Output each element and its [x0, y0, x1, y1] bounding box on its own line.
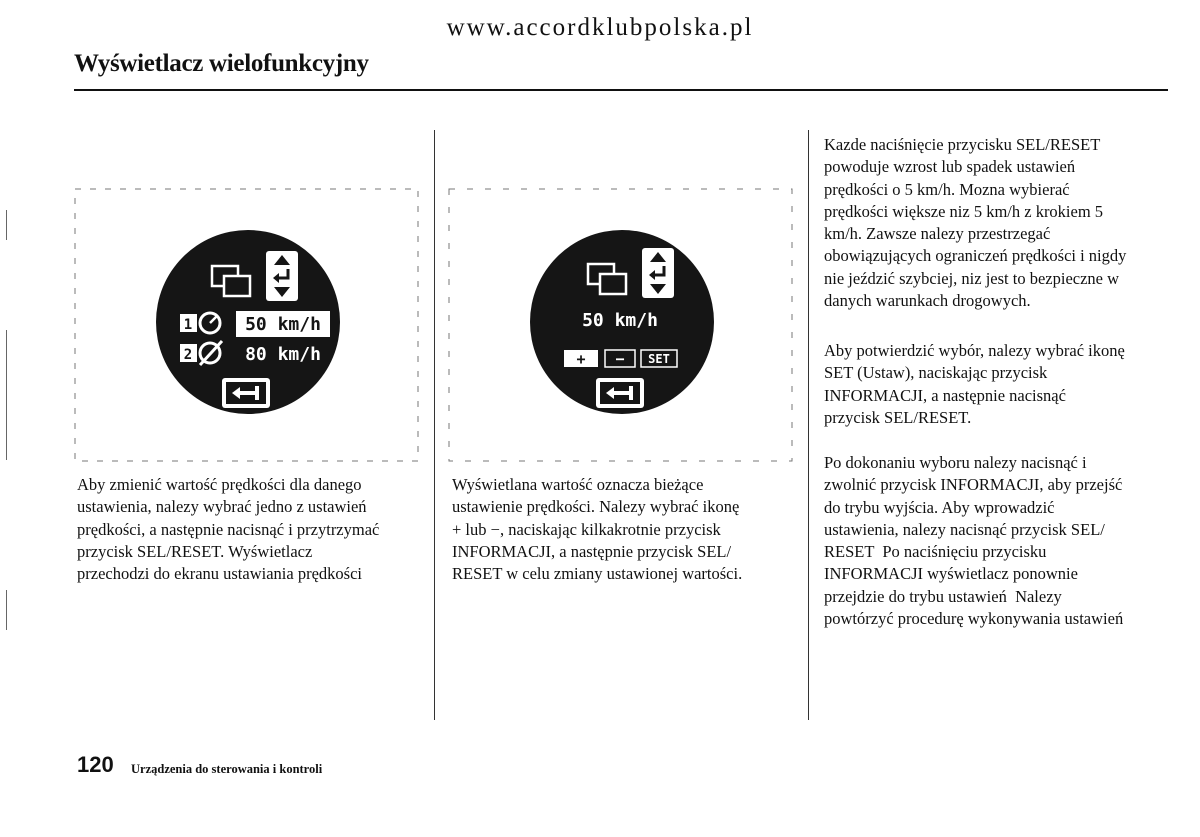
column-3-paragraph-1: Kazde naciśnięcie przycisku SEL/RESET powoduje wzrost lub spadek ustawień prędkości o 5 km/h. Mozna wybierać prędkości większe niz 5 km/h z krokiem 5 km/h. Zawsze nalezy przestrzegać obowiązujących ograniczeń prędkości i nigdy nie jeździć szybciej, niz jest to bezpieczne w danych warunkach drogowych. [824, 135, 1127, 311]
title-rule [74, 89, 1168, 91]
back-icon [596, 378, 644, 408]
figure-speed-adjust-svg [446, 186, 796, 466]
figure-speed-settings-svg [72, 186, 422, 466]
set-button [641, 350, 677, 367]
column-3-paragraph-2: Aby potwierdzić wybór, nalezy wybrać ikonę SET (Ustaw), naciskając przycisk INFORMACJI, a następnie nacisnąć przycisk SEL/RESET. [824, 341, 1125, 427]
speed-1-value: 50 km/h [245, 314, 321, 335]
svg-text:1: 1 [183, 317, 193, 333]
site-url: www.accordklubpolska.pl [446, 14, 754, 41]
speed-2-value: 80 km/h [245, 344, 321, 365]
column-3-paragraph-3: Po dokonaniu wyboru nalezy nacisnąć i zwolnić przycisk INFORMACJI, aby przejść do trybu wyjścia. Aby wprowadzić ustawienia, nalezy nacisnąć przycisk SEL/ RESET Po naciśnięciu przycisku INFORMACJI wyświetlacz ponownie przejdzie do trybu ustawień Nalezy powtórzyć procedurę wykonywania ustawień [824, 453, 1124, 629]
scan-mark [6, 210, 7, 240]
scan-mark [6, 330, 7, 460]
column-1-text: Aby zmienić wartość prędkości dla danego ustawienia, nalezy wybrać jedno z ustawień prędkości, a następnie nacisnąć i przytrzymać przycisk SEL/RESET. Wyświetlacz przechodzi do ekranu ustawiania prędkości [77, 475, 380, 584]
minus-button [605, 350, 635, 368]
page-title: Wyświetlacz wielofunkcyjny [74, 50, 369, 77]
page-number: 120 [77, 752, 114, 777]
column-divider-1 [434, 130, 435, 720]
scan-mark [6, 590, 7, 630]
column-2-text: Wyświetlana wartość oznacza bieżące ustawienie prędkości. Nalezy wybrać ikonę + lub −, naciskając kilkakrotnie przycisk INFORMACJI, a następnie przycisk SEL/ RESET w celu zmiany ustawionej wartości. [452, 475, 743, 584]
svg-text:2: 2 [183, 347, 193, 363]
speed-value: 50 km/h [582, 310, 658, 331]
figure-speed-adjust [446, 186, 796, 466]
plus-button [564, 350, 598, 368]
svg-text:+: + [576, 350, 586, 368]
section-name: Urządzenia do sterowania i kontroli [131, 762, 323, 776]
up-enter-down-icon [266, 251, 298, 301]
svg-text:−: − [615, 350, 625, 368]
svg-text:SET: SET [648, 352, 670, 366]
column-divider-2 [808, 130, 809, 720]
up-enter-down-icon [642, 248, 674, 298]
back-icon [222, 378, 270, 408]
figure-speed-settings [72, 186, 422, 466]
